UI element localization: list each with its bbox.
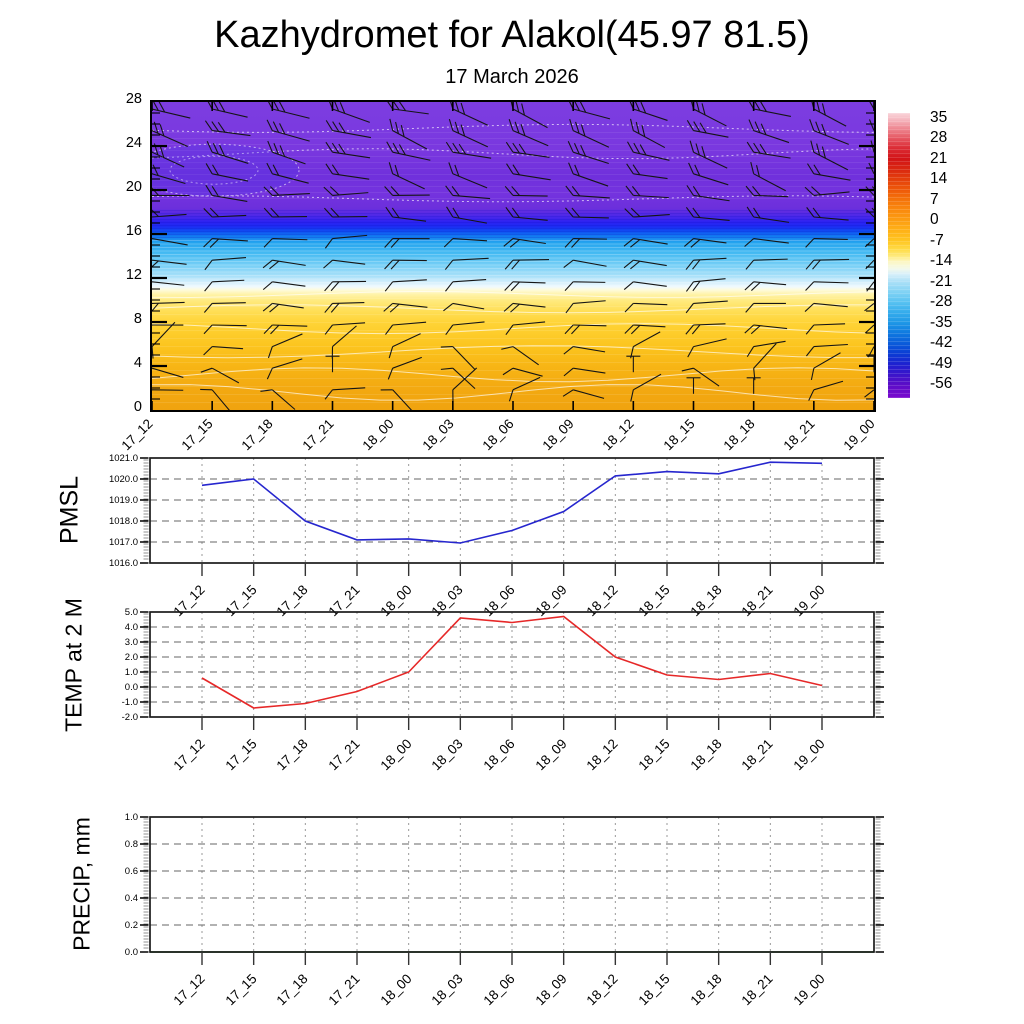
time-tick-label: 18_06: [480, 736, 518, 774]
time-tick-label: 18_06: [480, 582, 518, 620]
time-tick-label: 18_00: [377, 736, 415, 774]
time-tick-label: 18_12: [583, 971, 621, 1009]
time-tick-label: 18_18: [687, 736, 725, 774]
height-tick-label: 12: [125, 267, 142, 283]
y-tick-label: 1.0: [124, 667, 138, 678]
time-tick-label: 18_15: [635, 736, 673, 774]
y-tick-label: 1.0: [124, 812, 138, 823]
precip-mm-chart: [140, 811, 884, 972]
height-tick-label: 0: [133, 399, 142, 415]
time-tick-label: 17_18: [273, 971, 311, 1009]
time-tick-label: 18_03: [419, 416, 457, 454]
time-tick-label: 19_00: [790, 736, 828, 774]
time-tick-label: 18_09: [532, 736, 570, 774]
colorbar-tick-label: 0: [930, 211, 939, 229]
colorbar-tick-label: 21: [930, 149, 948, 167]
y-tick-label: -1.0: [121, 697, 138, 708]
time-tick-label: 18_03: [428, 736, 466, 774]
time-tick-label: 17_15: [222, 971, 260, 1009]
wind-barbs-and-contours-overlay: [152, 102, 874, 410]
precip-axis-title: PRECIP, mm: [68, 817, 95, 951]
y-tick-label: 1018.0: [108, 516, 138, 527]
pmsl-chart: [140, 452, 884, 583]
y-tick-label: 1021.0: [108, 453, 138, 464]
time-tick-label: 19_00: [790, 971, 828, 1009]
y-tick-label: 5.0: [124, 607, 138, 618]
time-tick-label: 18_21: [780, 416, 818, 454]
time-tick-label: 17_18: [273, 736, 311, 774]
time-tick-label: 18_00: [359, 416, 397, 454]
temp-at-2-m-chart: [140, 606, 884, 737]
colorbar-tick-label: -49: [930, 354, 953, 372]
colorbar-tick-label: -56: [930, 374, 953, 392]
wind-barb-column: [624, 102, 670, 402]
colorbar-tick-label: -7: [930, 231, 944, 249]
time-tick-label: 17_15: [178, 416, 216, 454]
time-tick-label: 17_21: [325, 971, 363, 1009]
colorbar-tick-label: 35: [930, 109, 948, 126]
y-tick-label: 0.0: [124, 947, 138, 958]
time-tick-label: 18_00: [377, 971, 415, 1009]
y-tick-label: 0.4: [124, 893, 138, 904]
y-tick-label: 1020.0: [108, 474, 138, 485]
time-tick-label: 18_18: [720, 416, 758, 454]
y-tick-label: 2.0: [124, 652, 138, 663]
temp-axis-title: TEMP at 2 M: [60, 598, 87, 732]
wind-barb-column: [260, 102, 309, 410]
time-tick-label: 17_12: [118, 416, 156, 454]
height-tick-label: 4: [133, 355, 142, 371]
wind-barb-column: [745, 102, 791, 394]
time-tick-label: 18_12: [583, 582, 621, 620]
time-tick-label: 18_21: [738, 736, 776, 774]
temperature-cross-section-panel: [150, 100, 876, 412]
time-tick-label: 17_21: [325, 582, 363, 620]
time-tick-label: 18_12: [583, 736, 621, 774]
wind-barb-column: [381, 102, 431, 410]
time-tick-label: 17_12: [170, 736, 208, 774]
time-tick-label: 18_21: [738, 971, 776, 1009]
colorbar-band-stripes: [888, 113, 910, 398]
time-tick-label: 17_18: [238, 416, 276, 454]
time-tick-label: 18_00: [377, 582, 415, 620]
time-tick-label: 18_18: [687, 971, 725, 1009]
y-tick-label: 1016.0: [108, 558, 138, 569]
time-tick-label: 18_06: [479, 416, 517, 454]
y-tick-label: 4.0: [124, 622, 138, 633]
time-tick-label: 18_21: [738, 582, 776, 620]
time-tick-label: 17_21: [299, 416, 337, 454]
wind-barb-column: [441, 102, 491, 402]
time-tick-label: 18_15: [635, 582, 673, 620]
page-title: Kazhydromet for Alakol(45.97 81.5): [214, 14, 810, 56]
y-tick-label: 1017.0: [108, 537, 138, 548]
height-tick-label: 8: [133, 311, 142, 327]
time-tick-label: 19_00: [840, 416, 878, 454]
colorbar-tick-label: 7: [930, 190, 939, 208]
time-tick-label: 18_09: [532, 971, 570, 1009]
wind-barb-column: [501, 102, 550, 401]
y-tick-label: 0.2: [124, 920, 138, 931]
wind-barb-column: [805, 102, 850, 401]
time-tick-label: 19_00: [790, 582, 828, 620]
y-tick-label: 3.0: [124, 637, 138, 648]
time-tick-label: 18_03: [428, 971, 466, 1009]
y-tick-label: 1019.0: [108, 495, 138, 506]
y-tick-label: -2.0: [121, 712, 138, 723]
time-tick-label: 18_15: [660, 416, 698, 454]
wind-barb-column: [563, 102, 610, 398]
time-tick-label: 18_06: [480, 971, 518, 1009]
colorbar-tick-label: -14: [930, 252, 953, 270]
time-tick-label: 18_18: [687, 582, 725, 620]
colorbar-tick-label: -28: [930, 293, 953, 311]
height-tick-label: 20: [125, 179, 142, 195]
height-tick-label: 28: [125, 91, 142, 107]
time-tick-label: 17_15: [222, 582, 260, 620]
time-tick-label: 17_12: [170, 971, 208, 1009]
time-tick-label: 17_15: [222, 736, 260, 774]
time-tick-label: 18_12: [599, 416, 637, 454]
time-tick-label: 18_15: [635, 971, 673, 1009]
wind-barb-column: [682, 102, 730, 394]
height-tick-label: 16: [125, 223, 142, 239]
colorbar-tick-label: -21: [930, 272, 953, 290]
time-tick-label: 18_09: [532, 582, 570, 620]
time-tick-label: 18_03: [428, 582, 466, 620]
time-tick-label: 17_21: [325, 736, 363, 774]
colorbar-tick-label: -42: [930, 334, 953, 352]
pmsl-axis-title: PMSL: [55, 475, 84, 545]
y-tick-label: 0.8: [124, 839, 138, 850]
y-tick-label: 0.0: [124, 682, 138, 693]
time-tick-label: 17_12: [170, 582, 208, 620]
height-tick-label: 24: [125, 135, 142, 151]
colorbar-tick-label: -35: [930, 313, 953, 331]
y-tick-label: 0.6: [124, 866, 138, 877]
time-tick-label: 17_18: [273, 582, 311, 620]
colorbar-tick-label: 14: [930, 170, 948, 188]
time-tick-label: 18_09: [539, 416, 577, 454]
colorbar-tick-label: 28: [930, 129, 948, 147]
date-subtitle: 17 March 2026: [445, 66, 579, 88]
